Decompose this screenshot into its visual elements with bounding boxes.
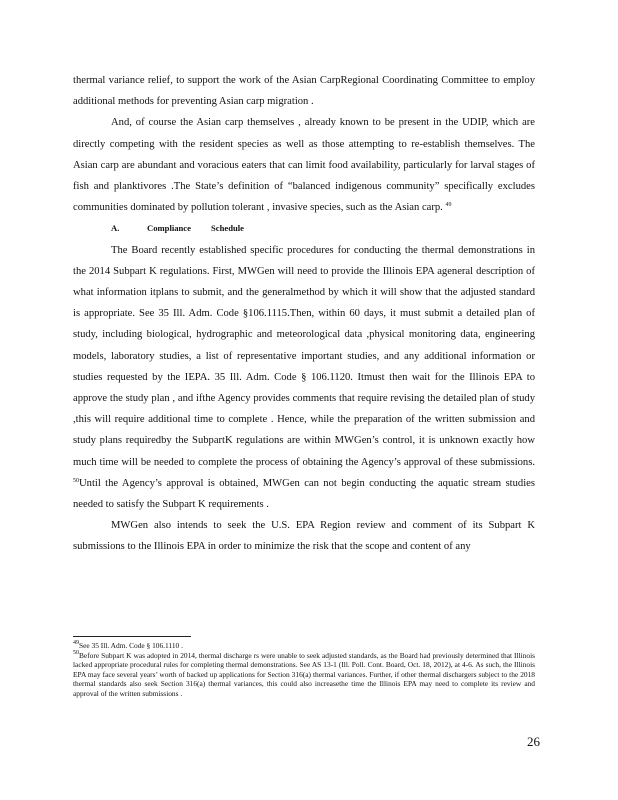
body-text (73, 70, 535, 558)
footnote-49 (73, 641, 535, 651)
footnote-separator (73, 636, 191, 637)
section-title-word-2: Schedule (211, 223, 244, 234)
footnote-ref-50[interactable]: 50 (73, 477, 79, 484)
footnotes (73, 641, 535, 699)
footnote-text: Before Subpart K was adopted in 2014, thermal discharge rs were unable to seek adjusted standards, as the Board had previously determined that Illinois lacked appropriate procedural rules for completing thermal demonstrations. See AS 13-1 (Ill. Poll. Cont. Board, Oct. 18, 2012), at 4-6. As such, the Illinois EPA may face several years’ worth of backed up applications for Section 316(a) thermal variances. Further, if other thermal dischargers subject to the 2018 thermal standards also seek Section 316(a) thermal variances, this could also increasethe time the Illinois EPA may need to complete its review and approval of the written submissions . (73, 650, 535, 698)
paragraph-2-text: And, of course the Asian carp themselves , already known to be present in the UDIP, which are directly competing with the resident species as well as those attempting to re-establish themselves. The Asian carp are abundant and voracious eaters that can limit food availability, particularly for larval stages of fish and planktivores .The State’s definition of “balanced indigenous community” specifically excludes communities dominated by pollution tolerant , invasive species, such as the Asian carp. (73, 117, 535, 214)
page-number: 26 (527, 734, 540, 749)
section-heading (73, 218, 535, 239)
paragraph-2 (73, 112, 535, 218)
footnote-number: 50 (73, 649, 79, 656)
footnote-number: 49 (73, 640, 79, 646)
footnote-50 (73, 651, 535, 699)
paragraph-4: MWGen also intends to seek the U.S. EPA Region review and comment of its Subpart K submissions to the Illinois EPA in order to minimize the risk that the scope and content of any (73, 520, 535, 553)
section-number: A. (111, 223, 120, 234)
paragraph-1: thermal variance relief, to support the work of the Asian CarpRegional Coordinating Committee to employ additional methods for preventing Asian carp migration . (73, 75, 535, 108)
paragraph-3-text-a: The Board recently established specific procedures for conducting the thermal demonstrations in the 2014 Subpart K regulations. First, MWGen will need to provide the Illinois EPA ageneral description of what information itplans to submit, and the generalmethod by which it will show that the adjusted standard is appropriate. See 35 Ill. Adm. Code §106.1115.Then, within 60 days, it must submit a detailed plan of study, including biological, hydrographic and meteorological data ,physical monitoring data, engineering models, laboratory studies, a list of representative important studies, and any additional information or studies requested by the IEPA. 35 Ill. Adm. Code § 106.1120. Itmust then wait for the Illinois EPA to approve the study plan , and ifthe Agency provides comments that require revising the detailed plan of study ,this will require additional time to complete . Hence, while the preparation of the written submission and study plans requiredby the SubpartK regulations are within MWGen’s control, it is unknown exactly how much time will be needed to complete the process of obtaining the Agency’s approval of these submissions. (73, 244, 535, 468)
footnote-text: See 35 Ill. Adm. Code § 106.1110 . (79, 641, 183, 650)
paragraph-3-text-b: Until the Agency’s approval is obtained, MWGen can not begin conducting the aquatic stream studies needed to satisfy the Subpart K requirements . (73, 477, 535, 511)
footnote-ref-49[interactable]: 49 (445, 202, 452, 209)
section-title-word-1: Compliance (147, 223, 191, 234)
paragraph-3 (73, 240, 535, 516)
